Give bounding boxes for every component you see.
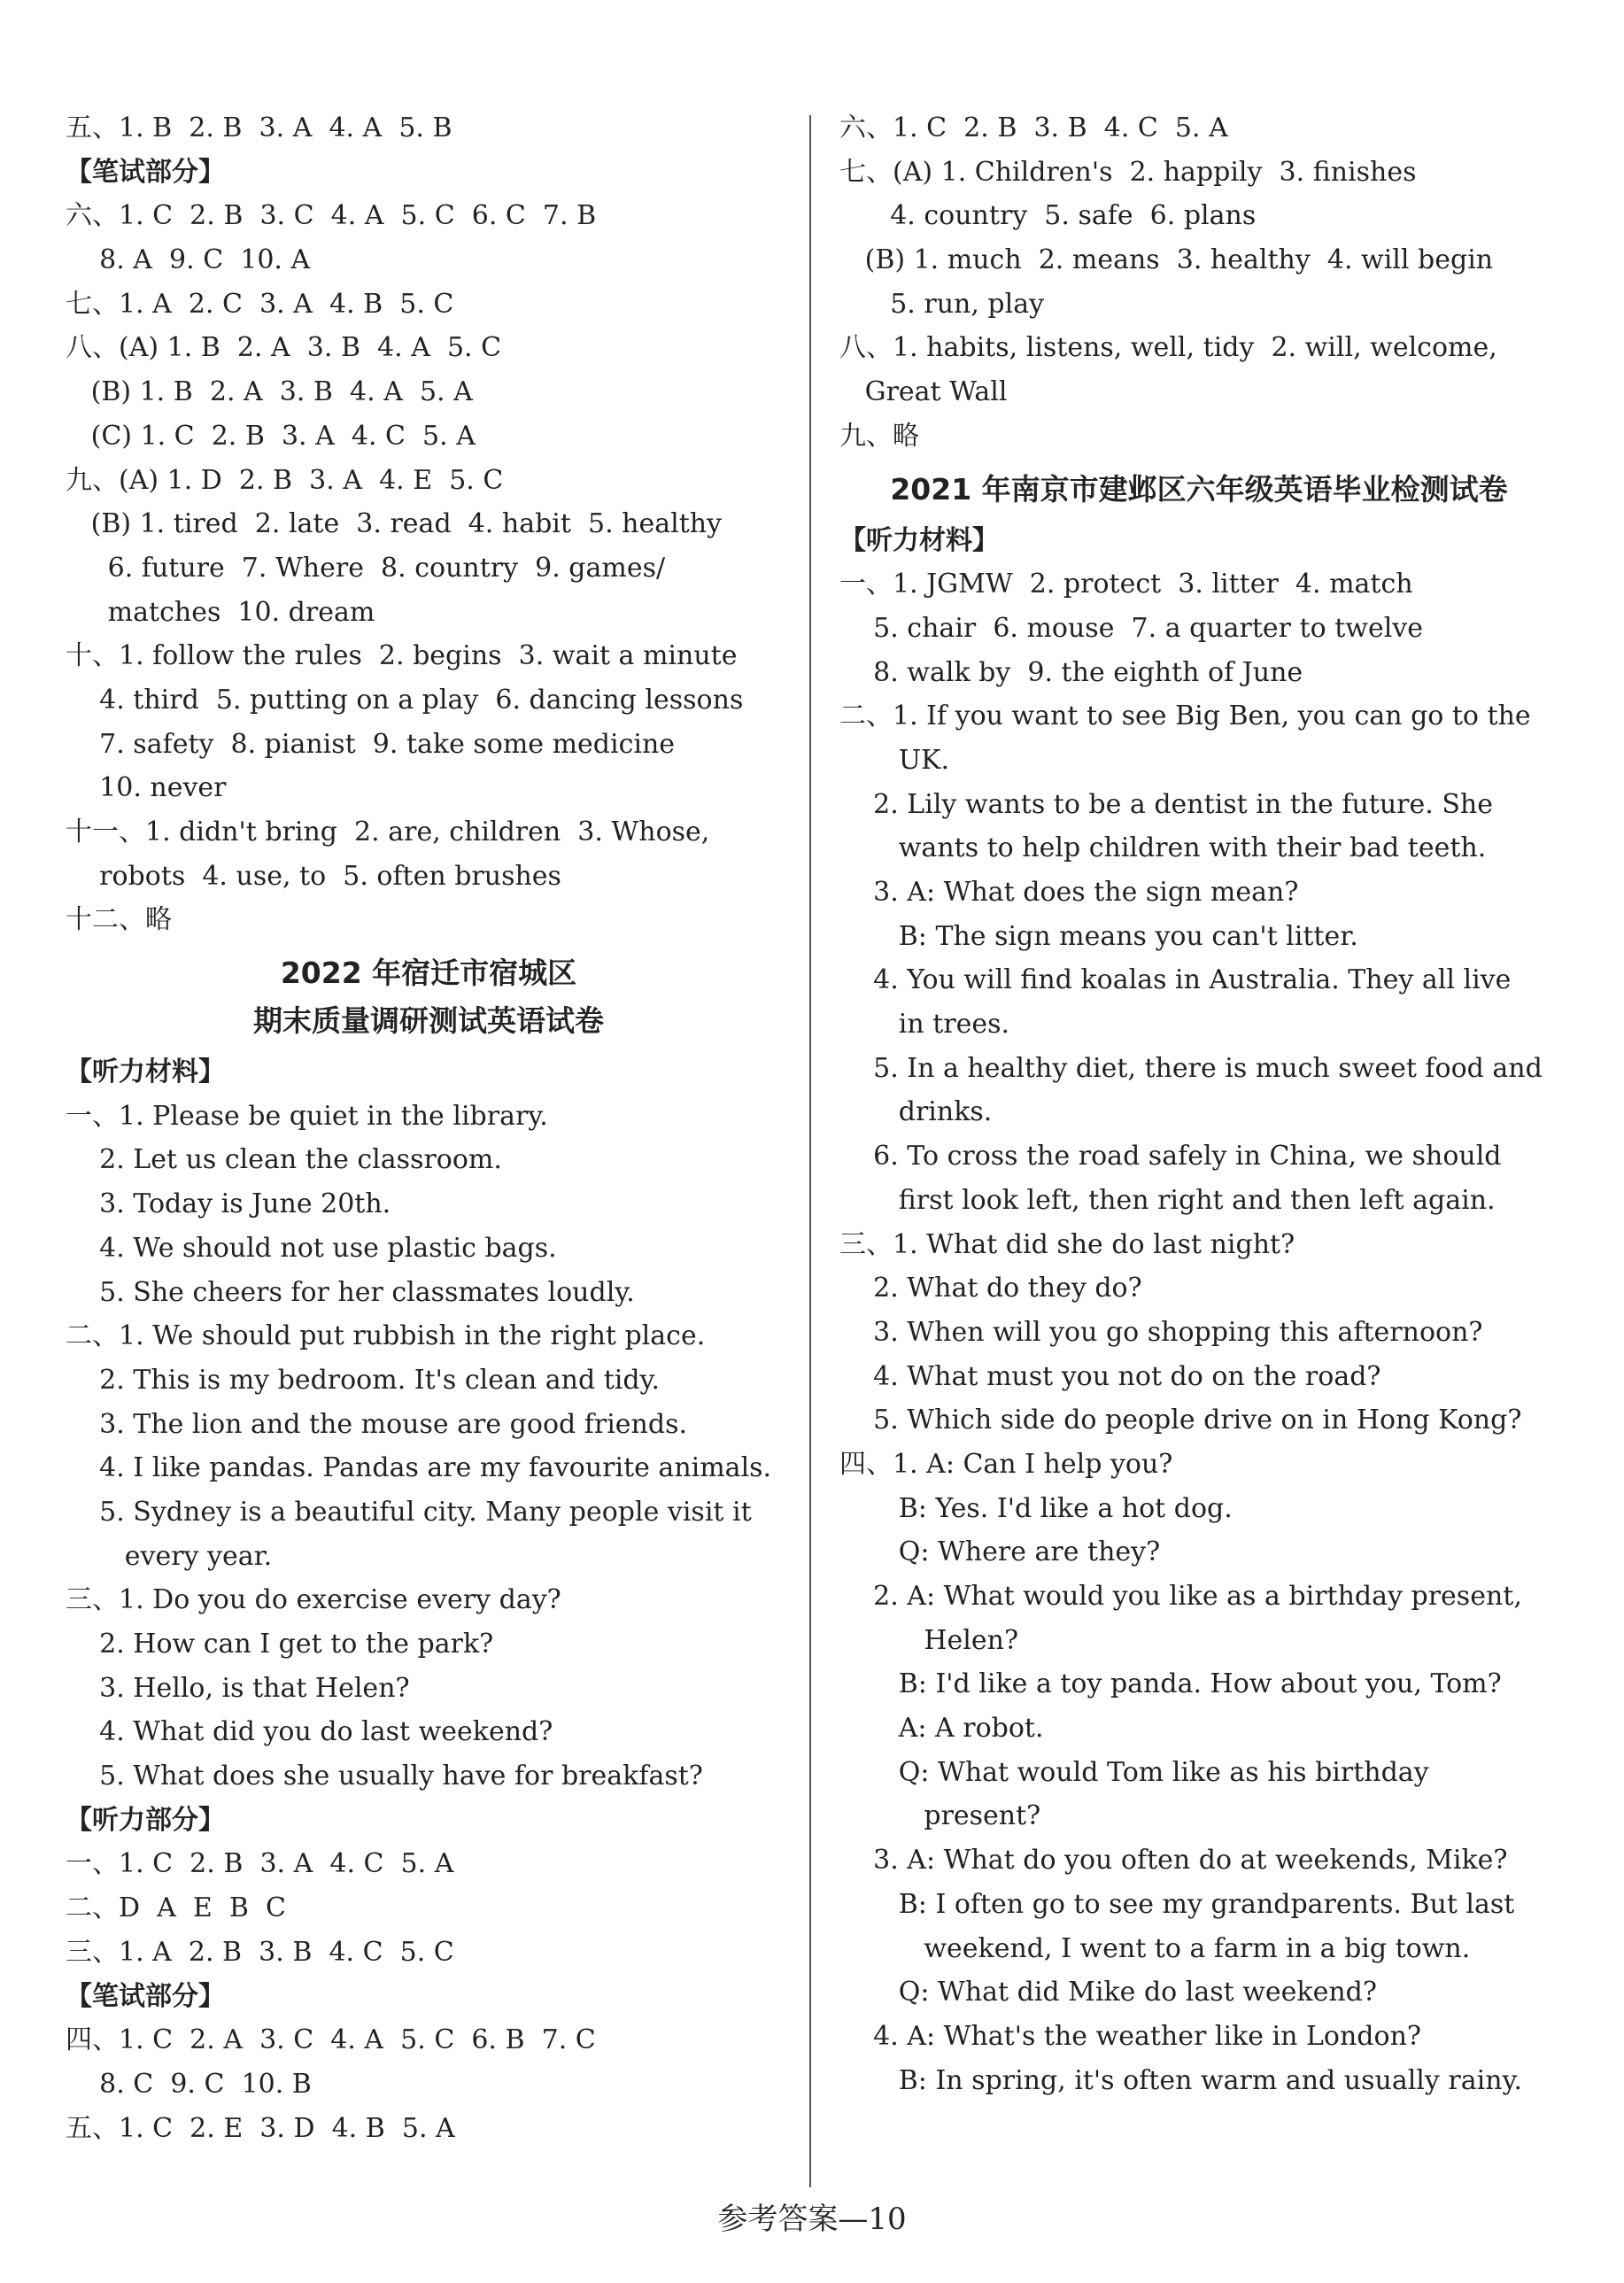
page-footer: 参考答案—10: [717, 2202, 907, 2237]
answer-line: 八、(A) 1. B 2. A 3. B 4. A 5. C: [66, 332, 502, 364]
answer-line: 8. walk by 9. the eighth of June: [839, 656, 1303, 688]
answer-line: Q: Where are they?: [839, 1536, 1161, 1568]
answer-line: robots 4. use, to 5. often brushes: [66, 860, 561, 892]
answer-line: 6. future 7. Where 8. country 9. games/: [66, 552, 666, 584]
answer-line: 3. Today is June 20th.: [66, 1188, 391, 1220]
answer-line: 3. A: What do you often do at weekends, Mike?: [839, 1845, 1508, 1877]
answer-line: A: A robot.: [839, 1713, 1044, 1745]
answer-line: 二、1. We should put rubbish in the right place.: [66, 1320, 706, 1352]
answer-line: Great Wall: [839, 376, 1008, 408]
answer-line: 七、(A) 1. Children's 2. happily 3. finishes: [839, 156, 1417, 188]
section-header: 【笔试部分】: [66, 1980, 225, 2012]
answer-line: 一、1. C 2. B 3. A 4. C 5. A: [66, 1848, 454, 1880]
answer-line: Q: What did Mike do last weekend?: [839, 1977, 1377, 2008]
section-header: 【笔试部分】: [66, 156, 225, 188]
answer-line: 2. Let us clean the classroom.: [66, 1144, 502, 1176]
answer-line: 6. To cross the road safely in China, we should: [839, 1141, 1502, 1172]
answer-line: Q: What would Tom like as his birthday: [839, 1756, 1429, 1788]
answer-line: 7. safety 8. pianist 9. take some medicine: [66, 728, 676, 760]
answer-line: 四、1. C 2. A 3. C 4. A 5. C 6. B 7. C: [66, 2024, 596, 2056]
answer-line: B: In spring, it's often warm and usually rainy.: [839, 2064, 1523, 2096]
answer-line: 10. never: [66, 772, 227, 804]
answer-line: UK.: [839, 744, 949, 776]
left-answers-block: [66, 106, 792, 942]
answer-line: (B) 1. much 2. means 3. healthy 4. will begin: [839, 244, 1494, 276]
answer-line: 八、1. habits, listens, well, tidy 2. will, welcome,: [839, 332, 1497, 364]
answer-line: Helen?: [839, 1624, 1019, 1656]
answer-line: 5. She cheers for her classmates loudly.: [66, 1276, 635, 1308]
answer-line: 九、略: [839, 420, 919, 452]
section-header: 【听力部分】: [66, 1804, 225, 1836]
answer-line: 5. In a healthy diet, there is much sweet food and: [839, 1052, 1543, 1084]
answer-line: matches 10. dream: [66, 596, 375, 628]
answer-line: (B) 1. B 2. A 3. B 4. A 5. A: [66, 376, 473, 408]
answer-line: 三、1. What did she do last night?: [839, 1228, 1295, 1260]
answer-line: 4. third 5. putting on a play 6. dancing lessons: [66, 684, 744, 716]
answer-line: 五、1. B 2. B 3. A 4. A 5. B: [66, 112, 452, 143]
answer-line: 五、1. C 2. E 3. D 4. B 5. A: [66, 2112, 455, 2144]
answer-line: B: The sign means you can't litter.: [839, 920, 1358, 952]
left-column: [66, 106, 792, 2150]
answer-line: (C) 1. C 2. B 3. A 4. C 5. A: [66, 420, 476, 452]
left-exam-block: [66, 1050, 792, 2150]
answer-line: 4. country 5. safe 6. plans: [839, 200, 1257, 232]
column-divider: [809, 115, 811, 2187]
answer-line: 二、1. If you want to see Big Ben, you can go to the: [839, 700, 1531, 732]
answer-line: 2. How can I get to the park?: [66, 1629, 494, 1660]
answer-line: B: I often go to see my grandparents. But last: [839, 1888, 1515, 1920]
answer-line: 4. What must you not do on the road?: [839, 1360, 1381, 1392]
section-header: 【听力材料】: [839, 524, 999, 556]
right-column: [839, 106, 1558, 2102]
answer-line: 5. What does she usually have for breakfast?: [66, 1761, 703, 1792]
answer-line: weekend, I went to a farm in a big town.: [839, 1932, 1471, 1964]
answer-line: 3. Hello, is that Helen?: [66, 1672, 410, 1704]
answer-line: 5. chair 6. mouse 7. a quarter to twelve: [839, 612, 1423, 644]
answer-line: 5. Sydney is a beautiful city. Many people visit it: [66, 1496, 752, 1528]
answer-line: 四、1. A: Can I help you?: [839, 1448, 1173, 1480]
answer-line: 一、1. JGMW 2. protect 3. litter 4. match: [839, 569, 1413, 600]
answer-line: 十一、1. didn't bring 2. are, children 3. Whose,: [66, 816, 710, 847]
answer-line: present?: [839, 1800, 1041, 1832]
answer-line: 5. run, play: [839, 288, 1045, 320]
answer-line: 8. A 9. C 10. A: [66, 244, 311, 276]
answer-line: every year.: [66, 1540, 273, 1572]
answer-line: 三、1. Do you do exercise every day?: [66, 1584, 561, 1616]
answer-line: 七、1. A 2. C 3. A 4. B 5. C: [66, 288, 454, 320]
answer-line: 4. A: What's the weather like in London?: [839, 2020, 1421, 2052]
answer-line: first look left, then right and then left again.: [839, 1184, 1496, 1216]
answer-line: 十二、略: [66, 904, 172, 936]
answer-line: 二、D A E B C: [66, 1892, 286, 1924]
right-exam-block: [839, 519, 1558, 2103]
answer-line: 8. C 9. C 10. B: [66, 2068, 312, 2100]
answer-line: 十、1. follow the rules 2. begins 3. wait a minute: [66, 640, 738, 672]
answer-line: 4. You will find koalas in Australia. They all live: [839, 964, 1512, 996]
answer-line: 3. The lion and the mouse are good friends.: [66, 1408, 687, 1440]
answer-line: drinks.: [839, 1096, 993, 1128]
answer-line: 九、(A) 1. D 2. B 3. A 4. E 5. C: [66, 464, 504, 496]
answer-line: wants to help children with their bad teeth.: [839, 832, 1487, 864]
answer-line: 3. When will you go shopping this afternoon?: [839, 1316, 1483, 1348]
answer-line: 4. What did you do last weekend?: [66, 1716, 553, 1748]
answer-line: 2. Lily wants to be a dentist in the future. She: [839, 788, 1493, 820]
answer-line: (B) 1. tired 2. late 3. read 4. habit 5. healthy: [66, 508, 723, 540]
answer-line: 4. I like pandas. Pandas are my favourite animals.: [66, 1452, 772, 1484]
answer-line: in trees.: [839, 1009, 1010, 1041]
answer-line: 六、1. C 2. B 3. C 4. A 5. C 6. C 7. B: [66, 200, 597, 232]
answer-line: B: Yes. I'd like a hot dog.: [839, 1492, 1233, 1524]
answer-line: 3. A: What does the sign mean?: [839, 877, 1299, 908]
answer-line: 4. We should not use plastic bags.: [66, 1232, 557, 1264]
exam-title-line2: 期末质量调研测试英语试卷: [253, 1003, 604, 1039]
answer-line: 一、1. Please be quiet in the library.: [66, 1100, 548, 1132]
answer-line: 2. This is my bedroom. It's clean and tidy.: [66, 1364, 661, 1396]
answer-line: 5. Which side do people drive on in Hong Kong?: [839, 1405, 1522, 1436]
exam-title: 2021 年南京市建邺区六年级英语毕业检测试卷: [890, 471, 1508, 507]
answer-line: 三、1. A 2. B 3. B 4. C 5. C: [66, 1936, 454, 1968]
answer-line: 六、1. C 2. B 3. B 4. C 5. A: [839, 112, 1228, 143]
answer-line: 2. What do they do?: [839, 1273, 1142, 1304]
right-answers-block: [839, 106, 1558, 459]
exam-title-line1: 2022 年宿迁市宿城区: [280, 956, 577, 991]
answer-line: 2. A: What would you like as a birthday present,: [839, 1581, 1522, 1612]
section-header: 【听力材料】: [66, 1056, 225, 1088]
answer-line: B: I'd like a toy panda. How about you, Tom?: [839, 1668, 1502, 1700]
